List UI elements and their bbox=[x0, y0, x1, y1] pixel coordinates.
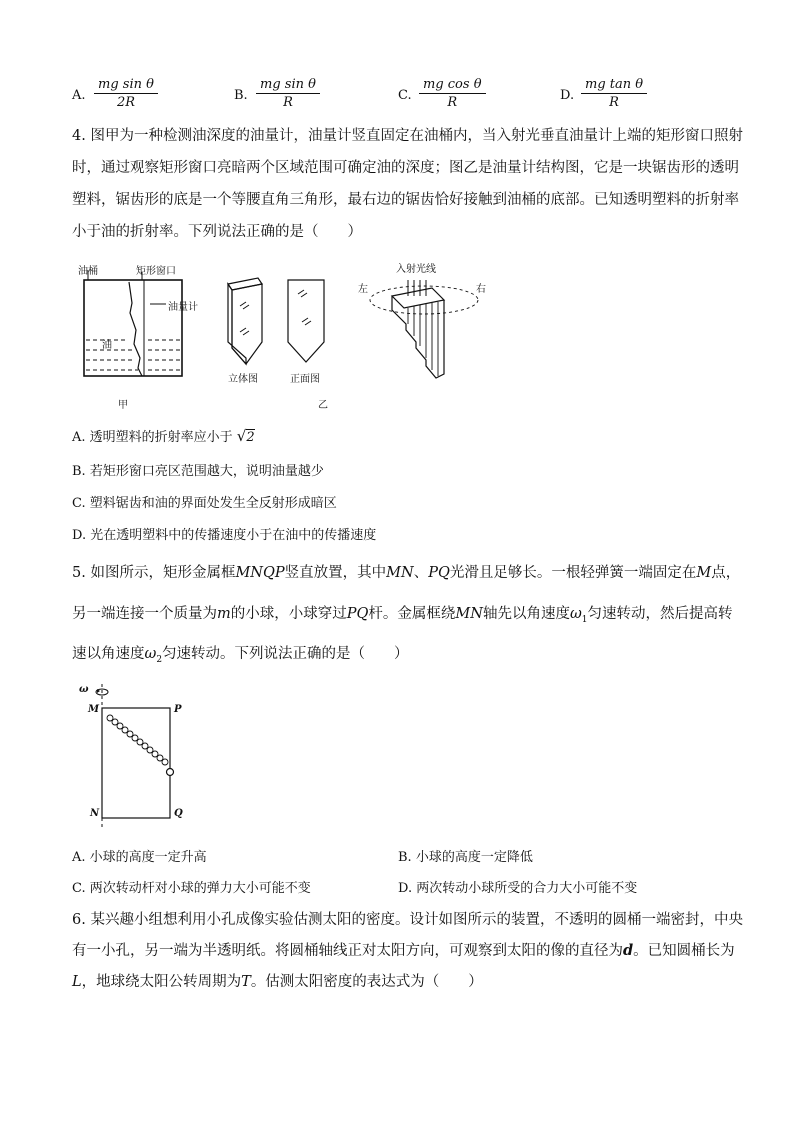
q6-l3-p0: L bbox=[72, 974, 82, 990]
label-N: N bbox=[90, 808, 100, 819]
label-M: M bbox=[88, 704, 100, 715]
gauge-front-view bbox=[286, 278, 330, 366]
q5-option-c: C. 两次转动杆对小球的弹力大小可能不变 bbox=[72, 881, 311, 896]
q6-l3-p3: 。估测太阳密度的表达式为（ ） bbox=[250, 974, 483, 990]
label-left: 左 bbox=[358, 284, 368, 295]
label-omega: ω bbox=[79, 684, 89, 695]
q5-option-b: B. 小球的高度一定降低 bbox=[398, 850, 533, 865]
q6-line-1: 6. 某兴趣小组想利用小孔成像实验估测太阳的密度。设计如图所示的装置，不透明的圆桶一端密封，中央 bbox=[72, 912, 743, 928]
caption-jia: 甲 bbox=[118, 400, 128, 411]
q3-option-b-fraction bbox=[256, 76, 320, 111]
q3-option-c-fraction bbox=[419, 76, 486, 111]
label-oil-bucket: 油桶 bbox=[78, 266, 98, 277]
q3-option-c-denominator: R bbox=[447, 95, 458, 110]
q5-option-d: D. 两次转动小球所受的合力大小可能不变 bbox=[398, 881, 638, 896]
q5-l2-p0: 另一端连接一个质量为 bbox=[72, 606, 217, 622]
q4-line-2: 时，通过观察矩形窗口亮暗两个区域范围可确定油的深度；图乙是油量计结构图，它是一块锯齿形的透明 bbox=[72, 160, 739, 176]
q3-option-a-numerator: mg sin θ bbox=[94, 76, 158, 94]
q4-option-a-text: A. 透明塑料的折射率应小于 bbox=[72, 430, 233, 445]
sqrt-symbol: √ bbox=[236, 427, 247, 445]
label-incident-light: 入射光线 bbox=[396, 264, 436, 275]
q3-option-a-label: A. bbox=[72, 88, 86, 103]
label-right: 右 bbox=[476, 284, 486, 295]
label-rect-window: 矩形窗口 bbox=[136, 266, 176, 277]
gauge-3d-view bbox=[224, 276, 272, 368]
q3-option-a-fraction bbox=[94, 76, 158, 111]
q4-option-b: B. 若矩形窗口亮区范围越大，说明油量越少 bbox=[72, 464, 324, 479]
q5-l1-p8: 点， bbox=[711, 565, 741, 581]
q3-option-d-fraction bbox=[581, 76, 647, 111]
q5-option-a: A. 小球的高度一定升高 bbox=[72, 850, 207, 865]
label-P: P bbox=[174, 704, 182, 715]
q5-figure bbox=[76, 680, 196, 830]
q4-option-d: D. 光在透明塑料中的传播速度小于在油中的传播速度 bbox=[72, 528, 377, 543]
q6-l2-p0: 有一小孔，另一端为半透明纸。将圆桶轴线正对太阳方向，可观察到太阳的像的直径为 bbox=[72, 943, 623, 959]
q6-l3-p1: ，地球绕太阳公转周期为 bbox=[81, 974, 242, 990]
q5-l2-p4: 杆。金属框绕 bbox=[368, 606, 456, 622]
q3-option-b-denominator: R bbox=[283, 95, 293, 110]
q5-l2-p3: PQ bbox=[346, 606, 369, 622]
q4-line-1: 4. 图甲为一种检测油深度的油量计，油量计竖直固定在油桶内，当入射光垂直油量计上端的矩形窗口照射 bbox=[72, 128, 743, 144]
q4-option-c: C. 塑料锯齿和油的界面处发生全反射形成暗区 bbox=[72, 496, 337, 511]
q5-l2-p2: 的小球，小球穿过 bbox=[230, 606, 347, 622]
q6-l3-p2: T bbox=[241, 974, 251, 990]
q3-option-b-label: B. bbox=[234, 88, 248, 103]
q3-option-d-label: D. bbox=[560, 88, 575, 103]
q5-line-2 bbox=[72, 604, 733, 630]
q5-l1-p4: 、 bbox=[413, 565, 429, 581]
q4-line-4: 小于油的折射率。下列说法正确的是（ ） bbox=[72, 224, 362, 240]
q6-line-3 bbox=[72, 972, 483, 992]
q4-option-a bbox=[72, 426, 255, 448]
q5-l1-p7: M bbox=[696, 565, 712, 581]
q5-l1-p6: 光滑且足够长。一根轻弹簧一端固定在 bbox=[449, 565, 697, 581]
q5-l2-p9: 匀速转动，然后提高转 bbox=[587, 606, 733, 622]
q5-l1-p5: PQ bbox=[428, 565, 450, 581]
oil-bucket-diagram bbox=[72, 258, 212, 388]
q5-l2-p7: ω bbox=[569, 606, 582, 622]
label-oil-gauge: 油量计 bbox=[168, 302, 198, 313]
q5-l1-p3: MN bbox=[386, 565, 414, 581]
q5-l1-p2: 竖直放置，其中 bbox=[284, 565, 387, 581]
q6-l2-p2: 。已知圆桶长为 bbox=[633, 943, 735, 959]
q5-l3-p2: 2 bbox=[156, 654, 163, 665]
q3-option-b-numerator: mg sin θ bbox=[256, 76, 320, 94]
q4-line-3: 塑料，锯齿形的底是一个等腰直角三角形，最右边的锯齿恰好接触到油桶的底部。已知透明塑料的折射率 bbox=[72, 192, 739, 208]
q5-l3-p1: ω bbox=[144, 646, 157, 662]
q5-l2-p8: 1 bbox=[581, 614, 588, 625]
label-Q: Q bbox=[174, 808, 183, 819]
q5-l2-p1: m bbox=[217, 606, 231, 622]
label-front-view: 正面图 bbox=[290, 374, 320, 385]
caption-yi: 乙 bbox=[318, 400, 328, 411]
q5-l3-p0: 速以角速度 bbox=[72, 646, 145, 662]
q3-option-d-denominator: R bbox=[609, 95, 619, 110]
q5-line-1 bbox=[72, 563, 740, 583]
q3-option-c-label: C. bbox=[398, 88, 412, 103]
q5-l2-p5: MN bbox=[455, 606, 483, 622]
q5-l3-p3: 匀速转动。下列说法正确的是（ ） bbox=[162, 646, 409, 662]
label-3d-view: 立体图 bbox=[228, 374, 258, 385]
q5-l2-p6: 轴先以角速度 bbox=[482, 606, 570, 622]
q6-l2-p1: d bbox=[623, 942, 634, 959]
q3-option-a-denominator: 2R bbox=[116, 95, 135, 110]
sawtooth-light-diagram bbox=[360, 266, 494, 386]
q3-option-d-numerator: mg tan θ bbox=[581, 76, 647, 94]
q5-l1-p1: MNQP bbox=[235, 565, 285, 581]
q3-option-c-numerator: mg cos θ bbox=[419, 76, 486, 94]
label-oil: 油 bbox=[102, 340, 112, 351]
q4-figure bbox=[72, 258, 492, 411]
q5-l1-p0: 5. 如图所示，矩形金属框 bbox=[72, 565, 236, 581]
q6-line-2 bbox=[72, 941, 735, 961]
q5-line-3 bbox=[72, 644, 409, 670]
sqrt-value: 2 bbox=[246, 430, 255, 445]
